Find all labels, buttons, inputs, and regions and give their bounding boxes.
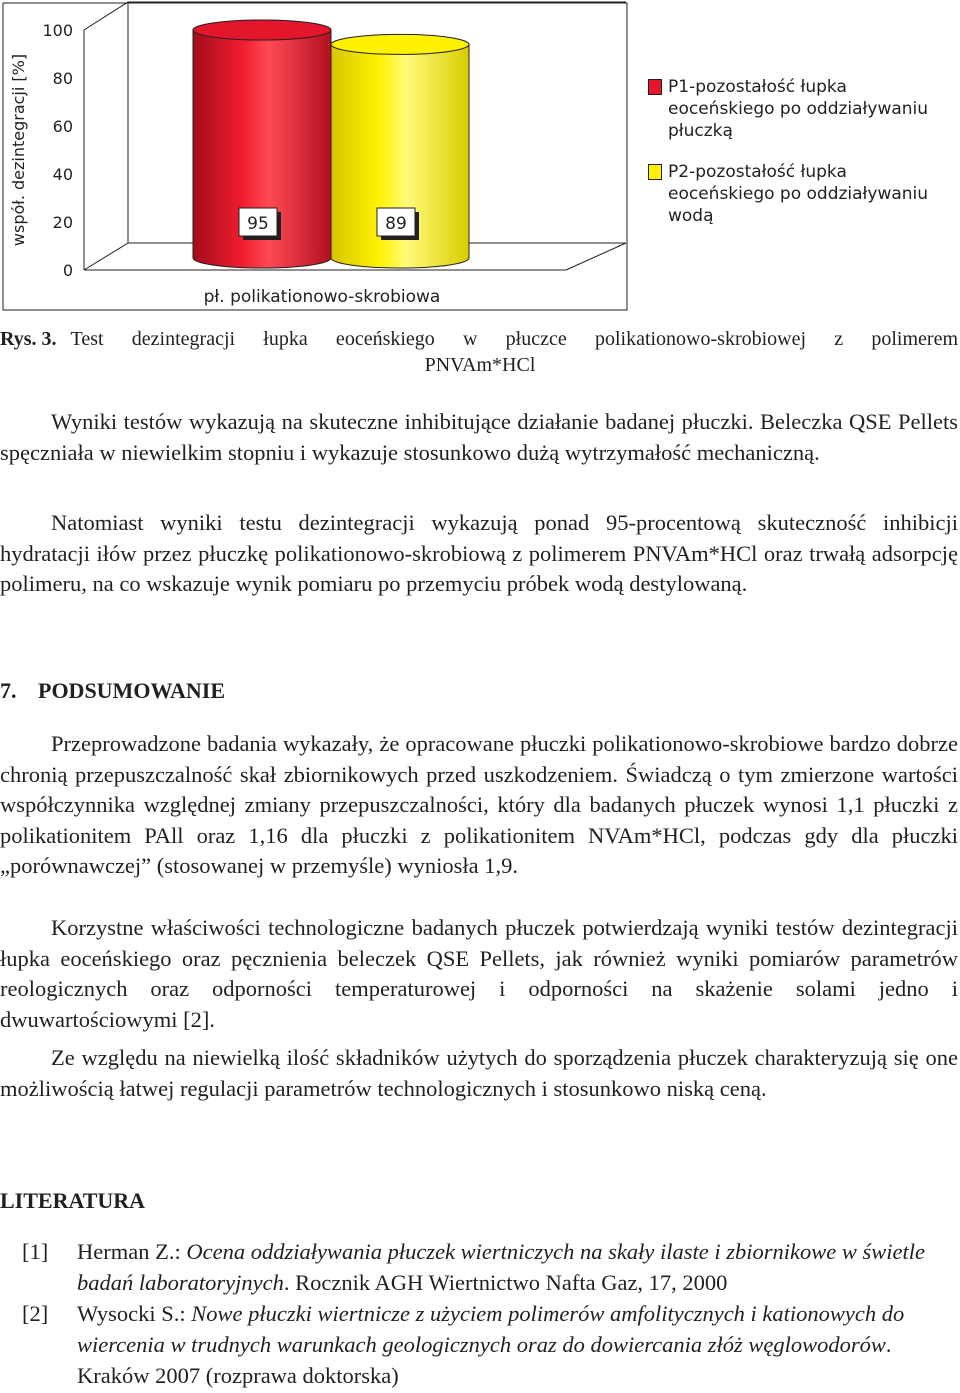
y-axis-label: współ. dezintegracji [%] [9, 53, 28, 247]
data-label: 95 [247, 214, 269, 234]
x-category-label: pł. polikationowo-skrobiowa [203, 287, 441, 307]
caption-label: Rys. 3. [0, 328, 57, 350]
legend-item-p2 [648, 161, 958, 231]
reference-body: Wysocki S.: Nowe płuczki wiertnicze z użyciem polimerów amfolitycznych i kationowych do wiercenia w trudnych warunkach geologicznych oraz do dowiercania złóż węglowodorów. Kraków 2007 (rozprawa doktorska) [77, 1301, 905, 1388]
y-tick-label: 40 [52, 165, 73, 184]
legend-swatch-red [648, 79, 662, 95]
bar-cylinder-top [331, 34, 469, 54]
data-label: 89 [385, 214, 407, 234]
y-tick-label: 60 [52, 117, 73, 136]
reference-item [0, 1236, 958, 1298]
y-tick-label: 100 [42, 21, 73, 40]
legend-label: P1-pozostałość łupka eoceńskiego po oddziaływaniu płuczką [668, 77, 929, 141]
figure-caption [0, 326, 960, 378]
legend-label: P2-pozostałość łupka eoceńskiego po oddziaływaniu wodą [668, 162, 929, 226]
chart-canvas [0, 0, 960, 315]
reference-number: [2] [22, 1301, 49, 1326]
reference-number: [1] [22, 1239, 49, 1264]
legend-swatch-yellow [648, 164, 662, 180]
y-tick-label: 20 [52, 213, 73, 232]
paragraph: Przeprowadzone badania wykazały, że opracowane płuczki polikationowo-skrobiowe bardzo dobrze chronią przepuszczalność skał zbiornikowych przed uszkodzeniem. Świadczą o tym zmierzone wartości współczynnika względnej zmiany przepuszczalności, który dla badanych płuczek wynosi 1,1 płuczki z polikationitem PAll oraz 1,16 dla płuczki z polikationitem NVAm*HCl, podczas gdy dla płuczki „porównawczej” (stosowanej w przemyśle) wyniosła 1,9. [0, 731, 958, 878]
legend-item-p1 [648, 76, 958, 146]
paragraph: Korzystne właściwości technologiczne badanych płuczek potwierdzają wyniki testów dezintegracji łupka eoceńskiego oraz pęcznienia beleczek QSE Pellets, jak również wyniki pomiarów parametrów reologicznych oraz odporności temperaturowej i odporności na skażenie solami jedno i dwuwartościowymi [2]. [0, 915, 958, 1032]
paragraph: Natomiast wyniki testu dezintegracji wykazują ponad 95-procentową skuteczność inhibicji hydratacji iłów przez płuczkę polikationowo-skrobiową z polimerem PNVAm*HCl oraz trwałą adsorpcję polimeru, na co wskazuje wynik pomiaru po przemyciu próbek wodą destylowaną. [0, 510, 958, 596]
paragraph: Ze względu na niewielką ilość składników użytych do sporządzenia płuczek charakteryzują się one możliwością łatwej regulacji parametrów technologicznych i stosunkowo niską ceną. [0, 1045, 958, 1101]
reference-body: Herman Z.: Ocena oddziaływania płuczek wiertniczych na skały ilaste i zbiornikowe w świetle badań laboratoryjnych. Rocznik AGH Wiertnictwo Nafta Gaz, 17, 2000 [77, 1239, 925, 1295]
bars [193, 20, 469, 268]
section-title: PODSUMOWANIE [38, 678, 226, 703]
section-number: 7. [0, 678, 17, 703]
chart [0, 0, 960, 315]
y-axis-ticks [42, 21, 73, 280]
y-tick-label: 80 [52, 69, 73, 88]
paragraph: Wyniki testów wykazują na skuteczne inhibitujące działanie badanej płuczki. Beleczka QSE Pellets spęczniała w niewielkim stopniu i wykazuje stosunkowo dużą wytrzymałość mechaniczną. [0, 409, 958, 465]
bar-cylinder-top [193, 20, 331, 40]
section-heading [0, 678, 225, 704]
caption-text-line2: PNVAm*HCl [424, 354, 536, 376]
caption-text-line1: Test dezintegracji łupka eoceńskiego w płuczce polikationowo-skrobiowej z polimerem [70, 328, 958, 350]
y-tick-label: 0 [62, 261, 73, 280]
literature-heading: LITERATURA [0, 1188, 146, 1213]
reference-item [0, 1298, 958, 1391]
